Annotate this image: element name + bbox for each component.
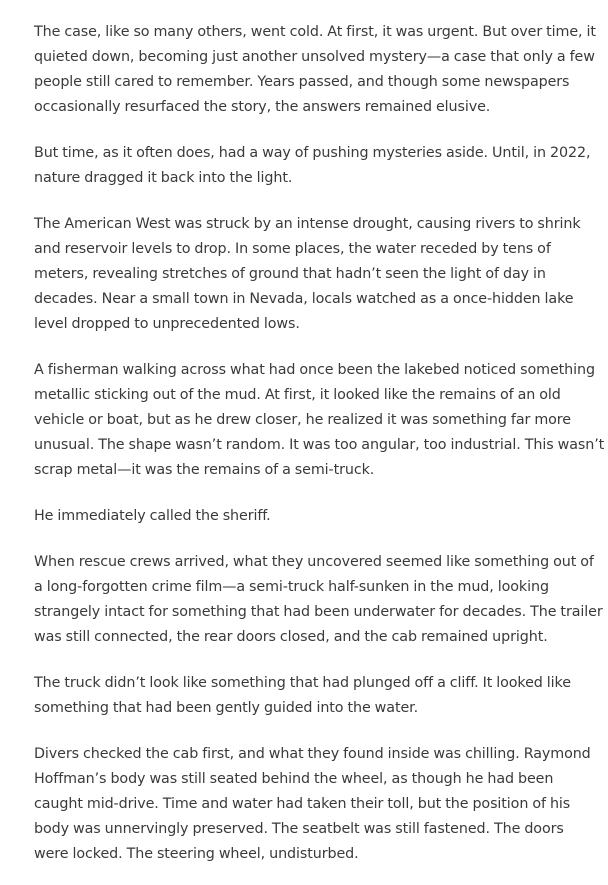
text-line: were locked. The steering wheel, undisturbed. (34, 846, 359, 862)
text-line: The American West was struck by an intense drought, causing rivers to shrink (34, 216, 581, 232)
text-line: vehicle or boat, but as he drew closer, he realized it was something far more (34, 412, 571, 428)
text-line: a long-forgotten crime film—a semi-truck half-sunken in the mud, looking (34, 579, 549, 595)
paragraph-rescue-crews (34, 550, 603, 650)
text-line: Divers checked the cab first, and what they found inside was chilling. Raymond (34, 746, 591, 762)
text-line: The truck didn’t look like something that had plunged off a cliff. It looked like (34, 675, 571, 691)
paragraph-called-sheriff (34, 504, 584, 529)
text-line: When rescue crews arrived, what they uncovered seemed like something out of (34, 554, 594, 570)
text-line: level dropped to unprecedented lows. (34, 316, 300, 332)
text-line: occasionally resurfaced the story, the answers remained elusive. (34, 99, 491, 115)
text-line: people still cared to remember. Years passed, and though some newspapers (34, 74, 570, 90)
paragraph-nature-dragged-back (34, 141, 591, 191)
text-line: and reservoir levels to drop. In some places, the water receded by tens of (34, 241, 551, 257)
text-line: But time, as it often does, had a way of pushing mysteries aside. Until, in 2022, (34, 145, 591, 161)
text-line: Hoffman’s body was still seated behind the wheel, as though he had been (34, 771, 554, 787)
paragraph-truck-guided (34, 671, 584, 721)
text-line: quieted down, becoming just another unsolved mystery—a case that only a few (34, 49, 595, 65)
text-line: decades. Near a small town in Nevada, locals watched as a once-hidden lake (34, 291, 574, 307)
text-line: was still connected, the rear doors closed, and the cab remained upright. (34, 629, 548, 645)
text-line: body was unnervingly preserved. The seatbelt was still fastened. The doors (34, 821, 564, 837)
text-line: something that had been gently guided into the water. (34, 700, 419, 716)
paragraph-case-went-cold (34, 20, 596, 120)
text-line: meters, revealing stretches of ground that hadn’t seen the light of day in (34, 266, 546, 282)
text-line: caught mid-drive. Time and water had taken their toll, but the position of his (34, 796, 571, 812)
text-line: He immediately called the sheriff. (34, 508, 271, 524)
text-line: scrap metal—it was the remains of a semi-truck. (34, 462, 375, 478)
text-line: A fisherman walking across what had once been the lakebed noticed something (34, 362, 595, 378)
paragraph-divers (34, 742, 591, 867)
text-line: strangely intact for something that had been underwater for decades. The trailer (34, 604, 603, 620)
text-line: The case, like so many others, went cold. At first, it was urgent. But over time, it (34, 24, 596, 40)
paragraph-drought (34, 212, 584, 337)
text-line: metallic sticking out of the mud. At first, it looked like the remains of an old (34, 387, 561, 403)
text-line: nature dragged it back into the light. (34, 170, 293, 186)
paragraph-fisherman (34, 358, 605, 483)
text-line: unusual. The shape wasn’t random. It was too angular, too industrial. This wasn’t (34, 437, 605, 453)
